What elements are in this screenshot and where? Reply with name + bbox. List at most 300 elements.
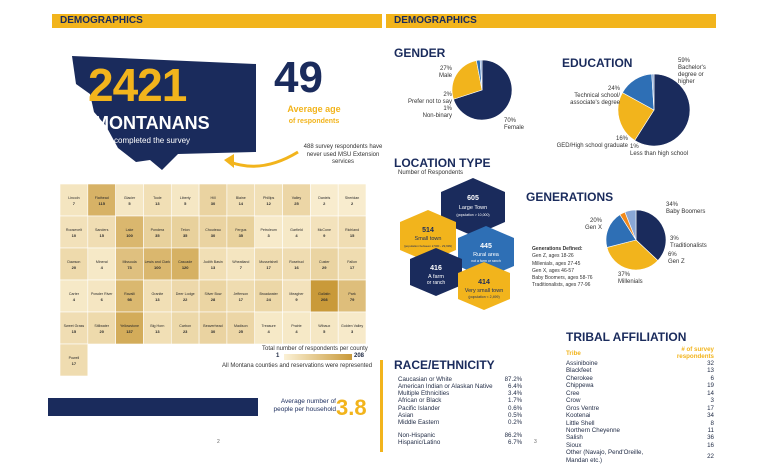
row-value: 87.2% [504,376,523,383]
county-value: 100 [126,233,133,238]
county-value: 4 [100,265,103,270]
county-value: 13 [155,329,160,334]
county-lincoln [60,184,88,216]
county-flathead [88,184,116,216]
table-row [564,390,716,397]
row-label: Gros Ventre [566,404,600,412]
county-value: 23 [182,329,188,334]
generations-defined [532,246,593,290]
gen-genz-label: 6% Gen Z [668,252,685,265]
county-value: 7 [72,201,76,206]
hex-rural-value: 445 [480,243,492,250]
row-value: 19 [707,382,714,390]
table-row [564,442,716,449]
county-blaine [227,184,255,216]
county-name: Custer [318,260,330,264]
gen-genx-label: 20% Gen X [584,218,602,231]
county-jefferson [227,280,255,312]
county-sweet-grass [60,312,88,344]
row-value: 3.4% [508,390,523,398]
county-garfield [283,216,311,248]
row-value: 86.2% [504,431,523,439]
county-value: 17 [71,361,77,366]
county-value: 12 [266,201,271,206]
county-name: Granite [151,292,164,296]
left-page [52,14,382,444]
county-name: Lewis and Clark [144,260,171,264]
average-age-label [264,104,364,126]
hex-small-town-value: 514 [422,227,434,234]
county-stillwater [88,312,116,344]
education-title: EDUCATION [562,56,633,70]
county-name: Stillwater [94,324,110,328]
gender-female-label: 70% Female [504,118,525,131]
legend-gradient-bar [284,354,352,360]
row-label: Cree [566,389,580,397]
county-name: Broadwater [259,292,278,296]
row-value: 6.4% [508,383,523,391]
never-used-note: 488 survey respondents have never used MSU Extension services [303,144,383,165]
row-label: American Indian or Alaskan Native [398,383,493,391]
hex-rural-note: not a farm or ranch [471,259,501,263]
county-value: 30 [210,329,216,334]
hex-farm-note: or ranch [426,280,446,286]
county-value: 25 [238,329,244,334]
county-golden-valley [338,312,366,344]
table-row [564,382,716,389]
county-toole [143,184,171,216]
county-judith-basin [199,248,227,280]
table-row [564,360,716,367]
row-label: Middle Eastern [398,418,440,426]
county-name: Cascade [178,260,193,264]
county-name: Valley [291,196,302,200]
row-value: 36 [707,434,714,442]
hex-rural-label: Rural area [473,252,499,258]
generations-defined-item: Traditionalists, ages 77-96 [532,282,591,289]
county-name: Richland [345,228,360,232]
county-name: Beaverhead [203,324,223,328]
county-wheatland [227,248,255,280]
race-accent-bar [380,360,383,452]
table-row [564,397,716,404]
county-missoula [116,248,144,280]
county-value: 137 [126,329,133,334]
gender-nb-label: 1% Non-binary [422,106,452,119]
county-roosevelt [60,216,88,248]
county-name: Carter [68,292,79,296]
county-name: Glacier [123,196,136,200]
row-label: Non-Hispanic [398,431,436,439]
county-name: Sweet Grass [63,324,85,328]
county-carbon [171,312,199,344]
gender-pnts-label: 2% Prefer not to say [407,92,452,105]
tribal-header-tribe: Tribe [566,349,581,357]
county-value: 5 [128,201,131,206]
county-value: 208 [320,297,328,302]
tribal-table [564,346,716,464]
county-pondera [143,216,171,248]
county-fergus [227,216,255,248]
page-number-right: 3 [534,439,537,445]
county-value: 2 [323,201,326,206]
county-name: Sanders [95,228,109,232]
legend-max: 208 [354,353,365,359]
county-rosebud [283,248,311,280]
county-daniels [310,184,338,216]
household-label: Average number of people per household [273,398,336,413]
county-name: Dawson [67,260,81,264]
county-name: Fallon [347,260,357,264]
county-name: Petroleum [260,228,277,232]
row-label: Caucasian or White [398,376,452,383]
row-value: 17 [707,404,714,412]
county-name: Golden Valley [341,324,364,328]
location-subtitle: Number of Respondents [398,170,464,176]
county-value: 15 [99,233,104,238]
county-mccone [310,216,338,248]
row-label: Other (Navajo, Pend'Oreille, Mandan etc.) [566,449,644,464]
hex-small-town-label: Small town [414,236,442,242]
location-title: LOCATION TYPE [394,156,491,170]
table-row [564,427,716,434]
county-park [338,280,366,312]
education-bachelor-label: 59% Bachelor's degree or higher [678,58,706,85]
county-value: 20 [99,329,104,334]
county-name: Garfield [290,228,303,232]
table-row [564,434,716,441]
table-row [396,397,524,404]
county-name: Missoula [122,260,137,264]
right-page [386,14,716,464]
county-value: 15 [349,233,355,238]
county-value: 14 [238,201,244,206]
legend-title: Total number of respondents per county [262,346,368,352]
legend-note: All Montana counties and reservations were represented [222,363,373,369]
row-value: 1.7% [508,397,523,405]
education-ged-label: 16% GED/High school graduate [556,136,628,149]
county-wibaux [310,312,338,344]
county-name: Yellowstone [120,324,140,328]
county-name: Lake [125,228,134,232]
county-musselshell [255,248,283,280]
county-value: 20 [71,265,77,270]
education-tech-label: 24% Technical school/ associate's degree [570,86,620,106]
county-name: Gallatin [318,292,331,296]
generations-defined-item: Millenials, ages 27-45 [532,260,581,267]
county-gallatin [310,280,338,312]
curved-arrow-icon [222,144,302,178]
county-name: Ravalli [124,292,135,296]
generations-defined-item: Gen Z, ages 18-26 [532,253,574,260]
respondent-count: 2421 [88,59,187,111]
county-name: Musselshell [259,260,279,264]
county-name: Toole [153,196,162,200]
county-value: 35 [182,233,188,238]
hex-vst-value: 414 [478,279,490,286]
county-name: Mineral [95,260,108,264]
county-liberty [171,184,199,216]
average-age-label-line1: Average age [287,104,341,114]
household-value: 3.8 [336,395,367,420]
row-value: 8 [710,419,714,427]
hex-large-town-value: 605 [467,195,479,202]
county-name: Wheatland [232,260,250,264]
row-value: 22 [707,452,714,460]
row-value: 0.6% [508,404,523,412]
county-value: 16 [294,265,299,270]
county-madison [227,312,255,344]
row-value: 3 [710,397,714,405]
row-value: 0.5% [508,411,523,419]
household-bar [48,398,258,416]
county-treasure [255,312,283,344]
row-value: 14 [707,389,714,397]
row-value: 6.7% [508,439,523,446]
county-value: 98 [127,297,132,302]
county-map [60,184,366,366]
county-value: 17 [238,297,244,302]
county-value: 2 [350,201,354,206]
hex-large-town-note: (population > 10,000) [456,213,490,217]
county-value: 13 [155,201,160,206]
county-value: 6 [100,297,103,302]
row-label: Sioux [566,441,582,449]
race-table [396,376,524,446]
county-name: Phillips [262,196,275,200]
county-value: 28 [210,297,216,302]
county-name: Deer Lodge [175,292,195,296]
row-value: 0.2% [508,418,523,426]
respondent-word: MONTANANS [94,113,210,133]
race-title: RACE/ETHNICITY [394,358,495,372]
county-name: Chouteau [205,228,221,232]
county-name: Powder River [90,292,113,296]
county-name: Big Horn [150,324,165,328]
county-value: 35 [155,233,160,238]
row-label: Multiple Ethnicities [398,390,450,398]
county-value: 9 [323,233,326,238]
county-name: Treasure [261,324,276,328]
county-mineral [88,248,116,280]
gender-male-label: 27% Male [438,66,452,79]
generations-pie-chart [604,208,668,272]
county-name: Teton [180,228,190,232]
county-silver-bow [199,280,227,312]
hex-farm-value: 416 [430,265,442,272]
county-value: 13 [155,297,160,302]
county-name: Fergus [235,228,247,232]
generations-title: GENERATIONS [526,190,614,204]
table-row [396,419,524,426]
county-name: Wibaux [318,324,331,328]
county-value: 9 [295,297,298,302]
county-value: 3 [267,233,270,238]
county-value: 3 [350,329,354,334]
county-name: Lincoln [68,196,80,200]
county-deer-lodge [171,280,199,312]
county-value: 4 [295,233,298,238]
county-sheridan [338,184,366,216]
county-richland [338,216,366,248]
county-value: 29 [322,265,327,270]
hex-vst-note: (population < 2,499) [468,295,500,299]
county-name: Park [348,292,356,296]
row-value: 16 [707,441,714,449]
county-lewis-and-clark [143,248,171,280]
county-name: Blaine [235,196,246,200]
row-label: Kootenai [566,412,591,420]
table-row [396,405,524,412]
county-name: Sheridan [344,196,360,200]
row-value: 6 [710,374,714,382]
legend-min: 1 [276,353,280,359]
row-value: 11 [707,426,714,434]
county-glacier [116,184,144,216]
county-value: 120 [181,265,189,270]
row-label: Assiniboine [566,360,598,367]
left-banner: DEMOGRAPHICS [52,14,382,28]
table-row [564,449,716,464]
education-less-label: 1% Less than high school [630,144,689,157]
gen-trad-label: 3% Traditionalists [670,236,707,249]
county-powder-river [88,280,116,312]
county-name: Roosevelt [65,228,82,232]
hex-small-town-note: (population between 2,500 - 29,999) [403,244,453,248]
county-teton [171,216,199,248]
hex-farm-label: A farm [428,274,444,280]
county-lake [116,216,144,248]
table-row [396,439,524,446]
right-banner: DEMOGRAPHICS [386,14,716,28]
county-chouteau [199,216,227,248]
generations-defined-item: Baby Boomers, ages 58-76 [532,275,593,281]
county-sanders [88,216,116,248]
generations-defined-item: Gen X, ages 46-57 [532,267,574,274]
county-name: Liberty [179,196,191,200]
table-row [396,412,524,419]
county-value: 24 [266,297,271,302]
row-label: Northern Cheyenne [566,426,621,434]
county-big-horn [143,312,171,344]
county-petroleum [255,216,283,248]
county-yellowstone [116,312,144,344]
county-name: Meagher [289,292,304,296]
county-value: 115 [98,201,105,206]
table-row [564,412,716,419]
average-age-value: 49 [274,53,323,102]
county-powell [60,344,88,376]
row-value: 32 [707,360,714,367]
county-value: 25 [294,201,299,206]
row-label: Blackfeet [566,367,592,375]
row-label: Pacific Islander [398,404,440,412]
county-value: 30 [210,233,216,238]
county-name: Judith Basin [203,260,223,264]
county-value: 5 [323,329,326,334]
table-row [564,420,716,427]
county-value: 4 [295,329,298,334]
gender-title: GENDER [394,46,446,60]
county-value: 100 [154,265,161,270]
county-value: 7 [239,265,242,270]
county-value: 30 [210,201,216,206]
county-name: Carbon [179,324,192,328]
row-label: Asian [398,411,414,419]
county-name: McCone [317,228,331,232]
county-name: Silver Bow [204,292,222,296]
county-name: Rosebud [289,260,304,264]
county-name: Flathead [94,196,109,200]
county-valley [283,184,311,216]
gender-pie-chart [450,58,514,122]
row-label: Salish [566,434,583,442]
table-row [396,432,524,439]
county-phillips [255,184,283,216]
average-age-label-line2: of respondents [288,117,340,125]
county-name: Prairie [291,324,302,328]
row-value: 13 [707,367,714,375]
county-value: 79 [349,297,355,302]
county-name: Madison [234,324,248,328]
county-fallon [338,248,366,280]
county-dawson [60,248,88,280]
county-granite [143,280,171,312]
hex-vst-label: Very small town [464,288,504,294]
respondent-sub: completed the survey [114,136,191,145]
row-label: Little Shell [566,419,595,427]
row-label: African or Black [398,397,442,405]
county-cascade [171,248,199,280]
county-value: 4 [72,297,76,302]
county-value: 35 [238,233,244,238]
county-prairie [283,312,311,344]
tribal-title: TRIBAL AFFILIATION [566,330,687,344]
county-name: Pondera [150,228,165,232]
table-row [564,367,716,374]
county-value: 4 [267,329,270,334]
table-row [564,375,716,382]
table-row [396,390,524,397]
county-value: 13 [210,265,216,270]
gen-boomers-label: 34% Baby Boomers [666,202,706,215]
hex-large-town-label: Large Town [458,205,488,211]
county-value: 73 [127,265,132,270]
county-value: 5 [184,201,187,206]
county-beaverhead [199,312,227,344]
county-custer [310,248,338,280]
county-name: Powell [68,356,80,360]
tribal-header-count: # of survey respondents [676,346,714,360]
county-meagher [283,280,311,312]
county-value: 17 [349,265,355,270]
county-value: 15 [71,329,77,334]
location-hexagons [398,176,528,306]
county-hill [199,184,227,216]
row-label: Cherokee [566,374,593,382]
table-row [396,376,524,383]
generations-defined-title: Generations Defined: [532,246,583,252]
county-carter [60,280,88,312]
table-row [564,405,716,412]
county-ravalli [116,280,144,312]
county-name: Hill [210,196,216,200]
county-value: 22 [182,297,188,302]
row-value: 34 [707,412,714,420]
county-name: Jefferson [233,292,249,296]
row-label: Hispanic/Latino [398,439,441,446]
county-value: 17 [266,265,271,270]
